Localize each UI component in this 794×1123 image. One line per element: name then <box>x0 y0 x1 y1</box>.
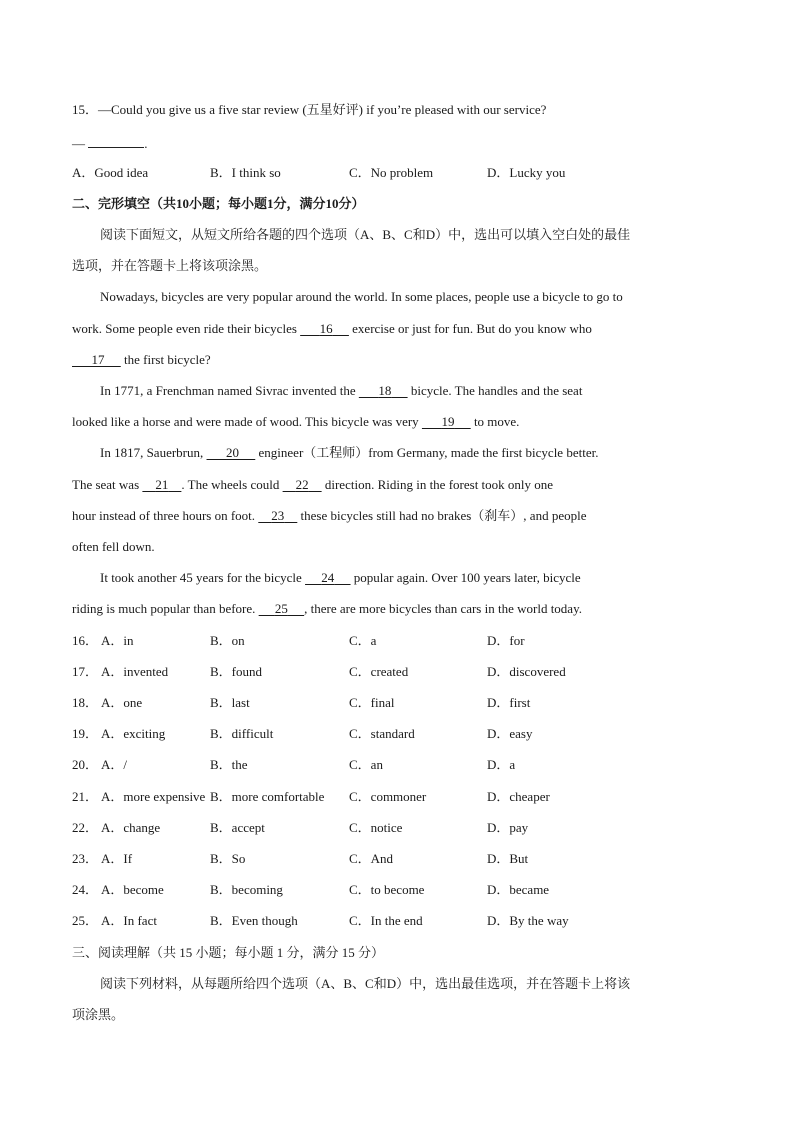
choice-c: C．And <box>349 851 394 866</box>
blank-number: 18 <box>378 383 392 398</box>
choice-b: B．found <box>210 664 263 679</box>
passage-text: engineer（工程师）from Germany, made the first bicycle better. <box>255 445 599 460</box>
choice-b: B．accept <box>210 820 265 835</box>
blank-number: 21 <box>155 477 169 492</box>
choice-a: A．In fact <box>101 913 157 928</box>
passage-text: It took another 45 years for the bicycle <box>100 570 306 585</box>
passage-text: In 1771, a Frenchman named Sivrac invented the <box>100 383 359 398</box>
choice-number: 25． <box>72 913 99 928</box>
choice-d: D．first <box>487 695 531 710</box>
choice-a: A．exciting <box>101 726 166 741</box>
choice-d: D．for <box>487 633 525 648</box>
blank-number: 25 <box>274 601 288 616</box>
passage-text: . The wheels could <box>181 477 283 492</box>
choice-b: B．last <box>210 695 250 710</box>
blank-20 <box>207 445 256 460</box>
q15-option-a: A．Good idea <box>72 165 149 180</box>
passage-line <box>100 569 581 587</box>
choice-d: D．a <box>487 757 516 772</box>
blank-17 <box>72 352 121 367</box>
section3-instruction: 阅读下列材料，从每题所给四个选项（A、B、C和D）中，选出最佳选项，并在答题卡上将该 <box>100 976 631 991</box>
choice-number: 19． <box>72 726 99 741</box>
blank-21 <box>142 477 181 492</box>
section3-instruction-cont: 项涂黑。 <box>72 1007 125 1022</box>
q15-option-c: C．No problem <box>349 165 434 180</box>
choice-a: A．in <box>101 633 134 648</box>
passage-text: hour instead of three hours on foot. <box>72 508 259 523</box>
choice-b: B．on <box>210 633 245 648</box>
choice-d: D．discovered <box>487 664 566 679</box>
passage-line <box>100 382 582 400</box>
q15-dash: — <box>72 136 85 151</box>
choice-d: D．But <box>487 851 529 866</box>
passage-text: , there are more bicycles than cars in the world today. <box>304 601 582 616</box>
choice-a: A．If <box>101 851 133 866</box>
choice-c: C．a <box>349 633 377 648</box>
choice-c: C．notice <box>349 820 403 835</box>
choice-b: B．Even though <box>210 913 298 928</box>
choice-a: A．become <box>101 882 164 897</box>
q15-blank <box>88 133 144 148</box>
blank-22 <box>283 477 322 492</box>
blank-number: 22 <box>295 477 309 492</box>
passage-line <box>72 507 586 525</box>
blank-number: 23 <box>271 508 285 523</box>
choice-number: 20． <box>72 757 99 772</box>
choice-a: A．change <box>101 820 161 835</box>
blank-23 <box>258 508 297 523</box>
section2-instruction: 阅读下面短文，从短文所给各题的四个选项（A、B、C和D）中，选出可以填入空白处的最佳 <box>100 227 631 242</box>
passage-text: direction. Riding in the forest took only one <box>321 477 554 492</box>
blank-number: 20 <box>226 445 240 460</box>
choice-d: D．pay <box>487 820 529 835</box>
blank-16 <box>300 321 349 336</box>
blank-25 <box>259 601 305 616</box>
passage-text: these bicycles still had no brakes（刹车）, and people <box>297 508 587 523</box>
choice-c: C．created <box>349 664 409 679</box>
choice-c: C．to become <box>349 882 425 897</box>
choice-c: C．commoner <box>349 789 427 804</box>
passage-line <box>72 351 211 369</box>
choice-a: A．one <box>101 695 143 710</box>
choice-number: 22． <box>72 820 99 835</box>
choice-number: 23． <box>72 851 99 866</box>
choice-c: C．In the end <box>349 913 423 928</box>
passage-text: riding is much popular than before. <box>72 601 259 616</box>
passage-text: work. Some people even ride their bicycles <box>72 321 301 336</box>
choice-number: 21． <box>72 789 99 804</box>
passage-text: looked like a horse and were made of wood. This bicycle was very <box>72 414 422 429</box>
passage-text: The seat was <box>72 477 143 492</box>
q15-answer-line <box>72 133 148 153</box>
blank-number: 19 <box>441 414 455 429</box>
passage-text: bicycle. The handles and the seat <box>407 383 583 398</box>
choice-c: C．standard <box>349 726 415 741</box>
passage-line <box>72 320 592 338</box>
choice-a: A．more expensive <box>101 789 206 804</box>
passage-line <box>72 413 519 431</box>
choice-d: D．became <box>487 882 550 897</box>
choice-b: B．becoming <box>210 882 283 897</box>
section3-heading: 三、阅读理解（共 15 小题；每小题 1 分，满分 15 分） <box>72 945 385 960</box>
passage-line <box>100 444 598 462</box>
q15-option-b: B．I think so <box>210 165 281 180</box>
q15-option-d: D．Lucky you <box>487 165 566 180</box>
choice-b: B．difficult <box>210 726 274 741</box>
passage-line <box>72 600 582 618</box>
choice-d: D．easy <box>487 726 533 741</box>
choice-number: 18． <box>72 695 99 710</box>
passage-text: the first bicycle? <box>120 352 211 367</box>
choice-number: 16． <box>72 633 99 648</box>
blank-24 <box>305 570 351 585</box>
passage-line: Nowadays, bicycles are very popular around the world. In some places, people use a bicycle to go to <box>100 289 623 304</box>
choice-number: 24． <box>72 882 99 897</box>
choice-a: A．/ <box>101 757 128 772</box>
choice-number: 17． <box>72 664 99 679</box>
choice-d: D．By the way <box>487 913 569 928</box>
choice-a: A．invented <box>101 664 169 679</box>
choice-b: B．more comfortable <box>210 789 325 804</box>
passage-text: popular again. Over 100 years later, bicycle <box>350 570 581 585</box>
blank-18 <box>359 383 408 398</box>
blank-number: 17 <box>91 352 105 367</box>
blank-number: 24 <box>321 570 335 585</box>
blank-number: 16 <box>319 321 333 336</box>
section2-heading: 二、完形填空（共10小题；每小题1分，满分10分） <box>72 196 365 211</box>
section2-instruction-cont: 选项，并在答题卡上将该项涂黑。 <box>72 258 268 273</box>
q15-period: . <box>144 136 148 151</box>
choice-c: C．an <box>349 757 383 772</box>
choice-b: B．the <box>210 757 248 772</box>
choice-c: C．final <box>349 695 395 710</box>
passage-text: In 1817, Sauerbrun, <box>100 445 207 460</box>
passage-line <box>72 476 553 494</box>
passage-text: to move. <box>470 414 520 429</box>
passage-text: exercise or just for fun. But do you know who <box>348 321 592 336</box>
choice-d: D．cheaper <box>487 789 550 804</box>
passage-line: often fell down. <box>72 539 155 554</box>
blank-19 <box>422 414 471 429</box>
q15-stem: 15．—Could you give us a five star review (五星好评) if you’re pleased with our service? <box>72 102 547 117</box>
choice-b: B．So <box>210 851 246 866</box>
